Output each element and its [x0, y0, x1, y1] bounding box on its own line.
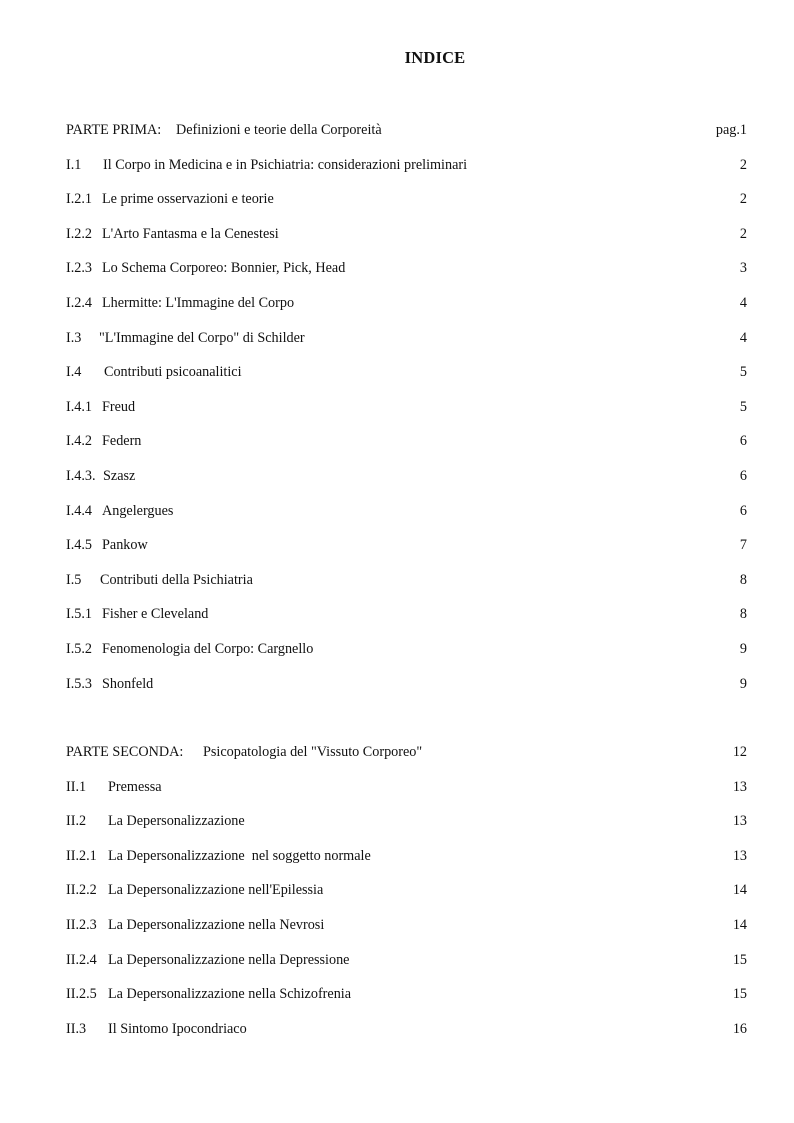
toc-entry-title: Psicopatologia del "Vissuto Corporeo"	[203, 744, 423, 761]
toc-entry-code: I.4.1	[66, 398, 93, 415]
toc-entry-title: Federn	[102, 433, 142, 450]
toc-entry-code: I.4.4	[66, 502, 93, 519]
toc-entry-title: Definizioni e teorie della Corporeità	[176, 122, 382, 138]
toc-entry-code: I.2.4	[66, 294, 93, 311]
toc-entry-page: 16	[732, 1020, 747, 1037]
toc-entry	[66, 363, 747, 398]
toc-entry-page: 8	[739, 571, 747, 588]
toc-entry-page: 4	[739, 294, 747, 311]
toc-entry	[66, 121, 747, 156]
toc-entry-code: II.3	[66, 1020, 87, 1037]
toc-entry-page: 6	[739, 433, 747, 450]
toc-entry-page: 12	[732, 744, 747, 761]
toc-entry-page: 8	[739, 606, 747, 623]
toc-entry-title: La Depersonalizzazione	[108, 813, 245, 830]
toc-entry	[66, 951, 747, 986]
toc-entry-page: 15	[732, 986, 747, 1003]
toc-entry-page: 2	[739, 225, 747, 242]
toc-entry-page: 7	[739, 537, 747, 554]
toc-entry	[66, 571, 747, 606]
toc-entry-title: "L'Immagine del Corpo" di Schilder	[99, 329, 305, 346]
toc-entry-title: La Depersonalizzazione nel soggetto normale	[108, 847, 371, 864]
toc-entry-page: 5	[739, 398, 747, 415]
toc-entry-title: Il Corpo in Medicina e in Psichiatria: considerazioni preliminari	[103, 156, 468, 173]
toc-entry	[66, 329, 747, 364]
toc-entry-title: Freud	[102, 398, 136, 415]
toc-entry-page: 5	[739, 364, 747, 381]
toc-entry	[66, 640, 747, 675]
toc-entry	[66, 432, 747, 467]
toc-entry-code: I.2.1	[66, 191, 93, 208]
toc-entry-code: II.2.4	[66, 951, 97, 968]
toc-entry	[66, 605, 747, 640]
toc-entry-title: L'Arto Fantasma e la Cenestesi	[102, 225, 279, 242]
toc-entry-code: II.2.3	[66, 917, 97, 934]
toc-entry-page: 2	[739, 191, 747, 208]
section-spacer	[66, 709, 747, 743]
toc-entry-page: 14	[732, 882, 747, 899]
toc-entry-page: 9	[739, 675, 747, 692]
toc-entry-page: 15	[732, 951, 747, 968]
toc-entry-code: I.4.5	[66, 537, 93, 554]
toc-entry	[66, 190, 747, 225]
toc-entry	[66, 467, 747, 502]
toc-entry-code: I.1	[66, 156, 82, 173]
toc-entry-page: pag.1	[715, 122, 747, 138]
toc-entry	[66, 847, 747, 882]
toc-entry-title: Angelergues	[102, 502, 174, 519]
toc-entry-page: 3	[739, 260, 747, 277]
toc-entry	[66, 881, 747, 916]
toc-entry-code: PARTE PRIMA:	[66, 122, 162, 138]
toc-entry-code: I.2.2	[66, 225, 93, 242]
toc-entry	[66, 156, 747, 191]
toc-entry-title: Le prime osservazioni e teorie	[102, 191, 274, 208]
toc-entry-title: Fisher e Cleveland	[102, 606, 209, 623]
toc-entry	[66, 225, 747, 260]
toc-entry-code: II.2	[66, 813, 87, 830]
toc-entry-page: 2	[739, 156, 747, 173]
toc-entry-page: 13	[732, 847, 747, 864]
toc-entry-page: 13	[732, 813, 747, 830]
toc-entry	[66, 536, 747, 571]
toc-entry	[66, 294, 747, 329]
toc-entry-title: Il Sintomo Ipocondriaco	[108, 1020, 247, 1037]
toc-entry-code: I.3	[66, 329, 82, 346]
toc-entry	[66, 398, 747, 433]
toc-entry-code: I.4.3.	[66, 467, 96, 484]
toc-entry-title: Lhermitte: L'Immagine del Corpo	[102, 294, 295, 311]
toc-entry-title: Contributi psicoanalitici	[104, 364, 242, 381]
toc-entry-page: 6	[739, 502, 747, 519]
toc-entry	[66, 778, 747, 813]
toc-entry-code: I.5.2	[66, 640, 93, 657]
toc-entry	[66, 1020, 747, 1055]
toc-entry-title: La Depersonalizzazione nell'Epilessia	[108, 882, 324, 899]
toc-entry-title: Premessa	[108, 778, 162, 795]
toc-entry-page: 13	[732, 778, 747, 795]
toc-entry-code: I.4	[66, 364, 82, 381]
toc-entry-title: Szasz	[103, 467, 136, 484]
toc-entry	[66, 502, 747, 537]
table-of-contents	[66, 121, 747, 1054]
toc-entry-title: Lo Schema Corporeo: Bonnier, Pick, Head	[102, 260, 346, 277]
toc-entry-title: Pankow	[102, 537, 148, 554]
toc-entry-code: I.5.3	[66, 675, 93, 692]
toc-entry-title: La Depersonalizzazione nella Nevrosi	[108, 917, 325, 934]
toc-entry-code: II.2.5	[66, 986, 97, 1003]
toc-entry-title: La Depersonalizzazione nella Schizofrenia	[108, 986, 352, 1003]
toc-entry-page: 14	[732, 917, 747, 934]
toc-entry-code: I.2.3	[66, 260, 93, 277]
toc-entry-page: 6	[739, 467, 747, 484]
toc-entry-title: Fenomenologia del Corpo: Cargnello	[102, 640, 314, 657]
toc-entry	[66, 743, 747, 778]
toc-entry	[66, 812, 747, 847]
toc-entry	[66, 985, 747, 1020]
page-title: INDICE	[404, 48, 466, 67]
toc-entry-title: Shonfeld	[102, 675, 154, 692]
toc-entry-code: PARTE SECONDA:	[66, 744, 184, 761]
toc-entry-code: I.4.2	[66, 433, 93, 450]
toc-entry	[66, 916, 747, 951]
toc-entry-title: La Depersonalizzazione nella Depressione	[108, 951, 350, 968]
toc-entry-code: I.5.1	[66, 606, 93, 623]
toc-entry	[66, 675, 747, 710]
toc-entry-code: II.2.1	[66, 847, 97, 864]
toc-entry-code: I.5	[66, 571, 82, 588]
toc-entry-title: Contributi della Psichiatria	[100, 571, 253, 588]
toc-entry	[66, 259, 747, 294]
toc-entry-code: II.1	[66, 778, 87, 795]
toc-entry-page: 9	[739, 640, 747, 657]
toc-entry-page: 4	[739, 329, 747, 346]
toc-entry-code: II.2.2	[66, 882, 97, 899]
